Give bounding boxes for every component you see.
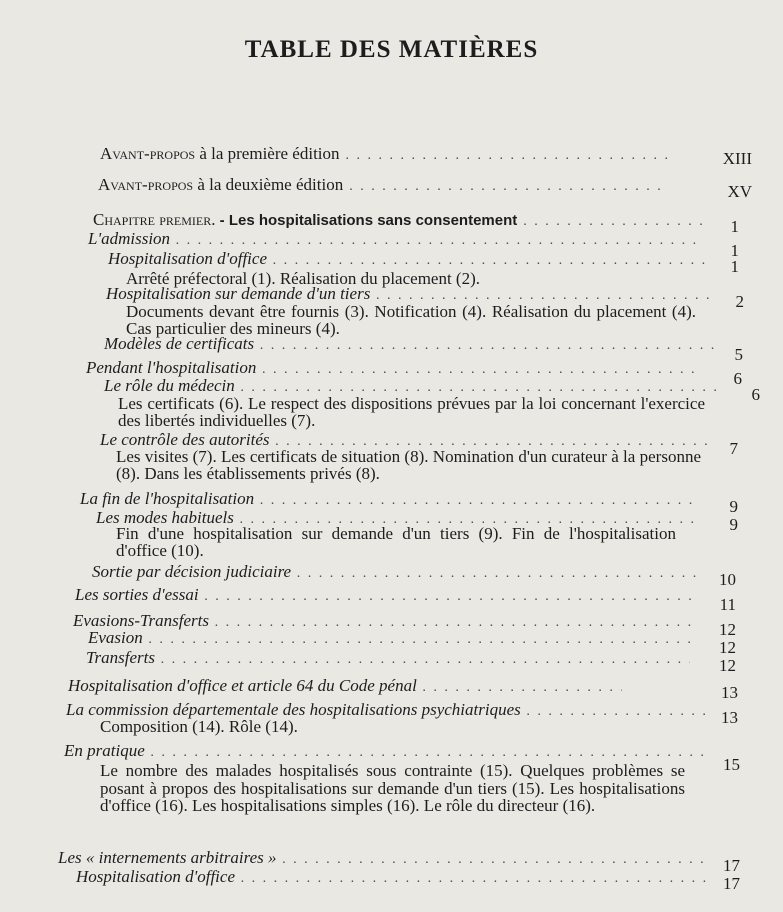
toc-page-number: 13 bbox=[721, 683, 738, 702]
toc-page-number: 12 bbox=[719, 620, 736, 639]
toc-entry-label: La commission départementale des hospitalisations psychiatriques bbox=[66, 700, 521, 719]
toc-page-number: 7 bbox=[729, 439, 738, 458]
toc-entry bbox=[88, 230, 708, 250]
leader-dots bbox=[273, 252, 707, 270]
toc-page-number: 6 bbox=[733, 369, 742, 388]
toc-entry bbox=[80, 490, 705, 510]
toc-page-number: XV bbox=[727, 182, 752, 201]
toc-entry bbox=[100, 145, 675, 165]
leader-dots bbox=[282, 851, 707, 869]
toc-page-number: 17 bbox=[723, 874, 740, 893]
toc-entry-label: Evasion bbox=[88, 628, 143, 647]
toc-entry bbox=[76, 868, 716, 888]
toc-entry-prefix: Avant-propos bbox=[100, 144, 196, 163]
chapter-prefix: Chapitre premier. bbox=[93, 210, 216, 229]
toc-entry bbox=[88, 629, 698, 649]
toc-page-number: 12 bbox=[719, 638, 736, 657]
toc-page-number: 5 bbox=[734, 345, 743, 364]
toc-page-number: 9 bbox=[729, 497, 738, 516]
leader-dots bbox=[423, 679, 622, 697]
toc-entry-label: Hospitalisation d'office bbox=[108, 249, 267, 268]
chapter-title: - Les hospitalisations sans consentement bbox=[215, 212, 518, 229]
toc-entry bbox=[86, 649, 696, 669]
leader-dots bbox=[176, 232, 702, 250]
toc-entry-label: Hospitalisation d'office bbox=[76, 867, 235, 886]
toc-entry-label: Le contrôle des autorités bbox=[100, 430, 270, 449]
toc-entry-label: La fin de l'hospitalisation bbox=[80, 489, 255, 508]
section-summary: Le nombre des malades hospitalisés sous contrainte (15). Quelques problèmes se posant à propos des hospitalisations sur demande d'un tiers (15). Les hospitalisations d'office (16). Les hospitalisations simples (16). Le rôle du directeur (16). bbox=[100, 761, 685, 815]
toc-entry-label: Sortie par décision judiciaire bbox=[92, 562, 292, 581]
toc-entry bbox=[64, 742, 714, 762]
leader-dots bbox=[161, 651, 690, 669]
toc-entry-label: à la deuxième édition bbox=[193, 175, 344, 194]
toc-page-number: 1 bbox=[730, 217, 739, 236]
toc-page-number: 17 bbox=[723, 856, 740, 875]
leader-dots bbox=[349, 178, 667, 196]
toc-page-number: 2 bbox=[735, 292, 744, 311]
toc-entry bbox=[75, 586, 700, 606]
page-title: TABLE DES MATIÈRES bbox=[244, 36, 539, 63]
toc-entry-label: Evasions-Transferts bbox=[73, 611, 210, 630]
toc-entry-label: Hospitalisation d'office et article 64 du Code pénal bbox=[68, 676, 417, 695]
toc-entry-label: Hospitalisation sur demande d'un tiers bbox=[106, 284, 371, 303]
toc-page-number: 13 bbox=[721, 708, 738, 727]
toc-page-number: XIII bbox=[722, 149, 752, 168]
toc-page-number: 9 bbox=[729, 515, 738, 534]
leader-dots bbox=[260, 492, 699, 510]
section-summary: Arrêté préfectoral (1). Réalisation du placement (2). bbox=[126, 269, 481, 288]
toc-entry bbox=[108, 250, 713, 270]
section-summary: Les certificats (6). Le respect des dispositions prévues par la loi concernant l'exercice des libertés individuelles (7). bbox=[118, 394, 705, 430]
toc-entry bbox=[104, 335, 724, 355]
toc-entry-label: En pratique bbox=[64, 741, 145, 760]
toc-entry bbox=[92, 563, 707, 583]
toc-entry-label: Transferts bbox=[86, 648, 155, 667]
section-summary: Fin d'une hospitalisation sur demande d'un tiers (9). Fin de l'hospitalisation d'office (10). bbox=[116, 524, 676, 560]
leader-dots bbox=[346, 147, 669, 165]
section-summary: Documents devant être fournis (3). Notification (4). Réalisation du placement (4). Cas particulier des mineurs (4). bbox=[126, 302, 696, 338]
toc-page-number: 15 bbox=[723, 755, 740, 774]
toc-entry-prefix: Avant-propos bbox=[98, 175, 194, 194]
toc-page-number: 12 bbox=[719, 656, 736, 675]
leader-dots bbox=[260, 337, 718, 355]
chapter-heading bbox=[93, 211, 713, 231]
toc-page-number: 6 bbox=[751, 385, 760, 404]
toc-entry-label: Les modes habituels bbox=[96, 508, 234, 527]
leader-dots bbox=[149, 631, 692, 649]
toc-entry-label: Modèles de certificats bbox=[104, 334, 255, 353]
toc-page-number: 1 bbox=[730, 257, 739, 276]
toc-entry bbox=[68, 677, 628, 697]
leader-dots bbox=[151, 744, 708, 762]
toc-entry-label: Pendant l'hospitalisation bbox=[86, 358, 257, 377]
section-summary: Les visites (7). Les certificats de situation (8). Nomination d'un curateur à la personne (8). Dans les établissements privés (8). bbox=[116, 447, 701, 483]
toc-entry-label: à la première édition bbox=[195, 144, 340, 163]
toc-entry-label: Les « internements arbitraires » bbox=[58, 848, 277, 867]
toc-entry-label: Le rôle du médecin bbox=[104, 376, 235, 395]
toc-entry-label: L'admission bbox=[88, 229, 171, 248]
leader-dots bbox=[241, 870, 710, 888]
toc-page-number: 1 bbox=[730, 241, 739, 260]
leader-dots bbox=[297, 565, 701, 583]
section-summary: Composition (14). Rôle (14). bbox=[100, 717, 298, 736]
toc-entry-label: Les sorties d'essai bbox=[75, 585, 199, 604]
toc-entry bbox=[58, 849, 713, 869]
leader-dots bbox=[205, 588, 694, 606]
toc-entry bbox=[98, 176, 673, 196]
toc-page-number: 11 bbox=[719, 595, 736, 614]
toc-page-number: 10 bbox=[719, 570, 736, 589]
